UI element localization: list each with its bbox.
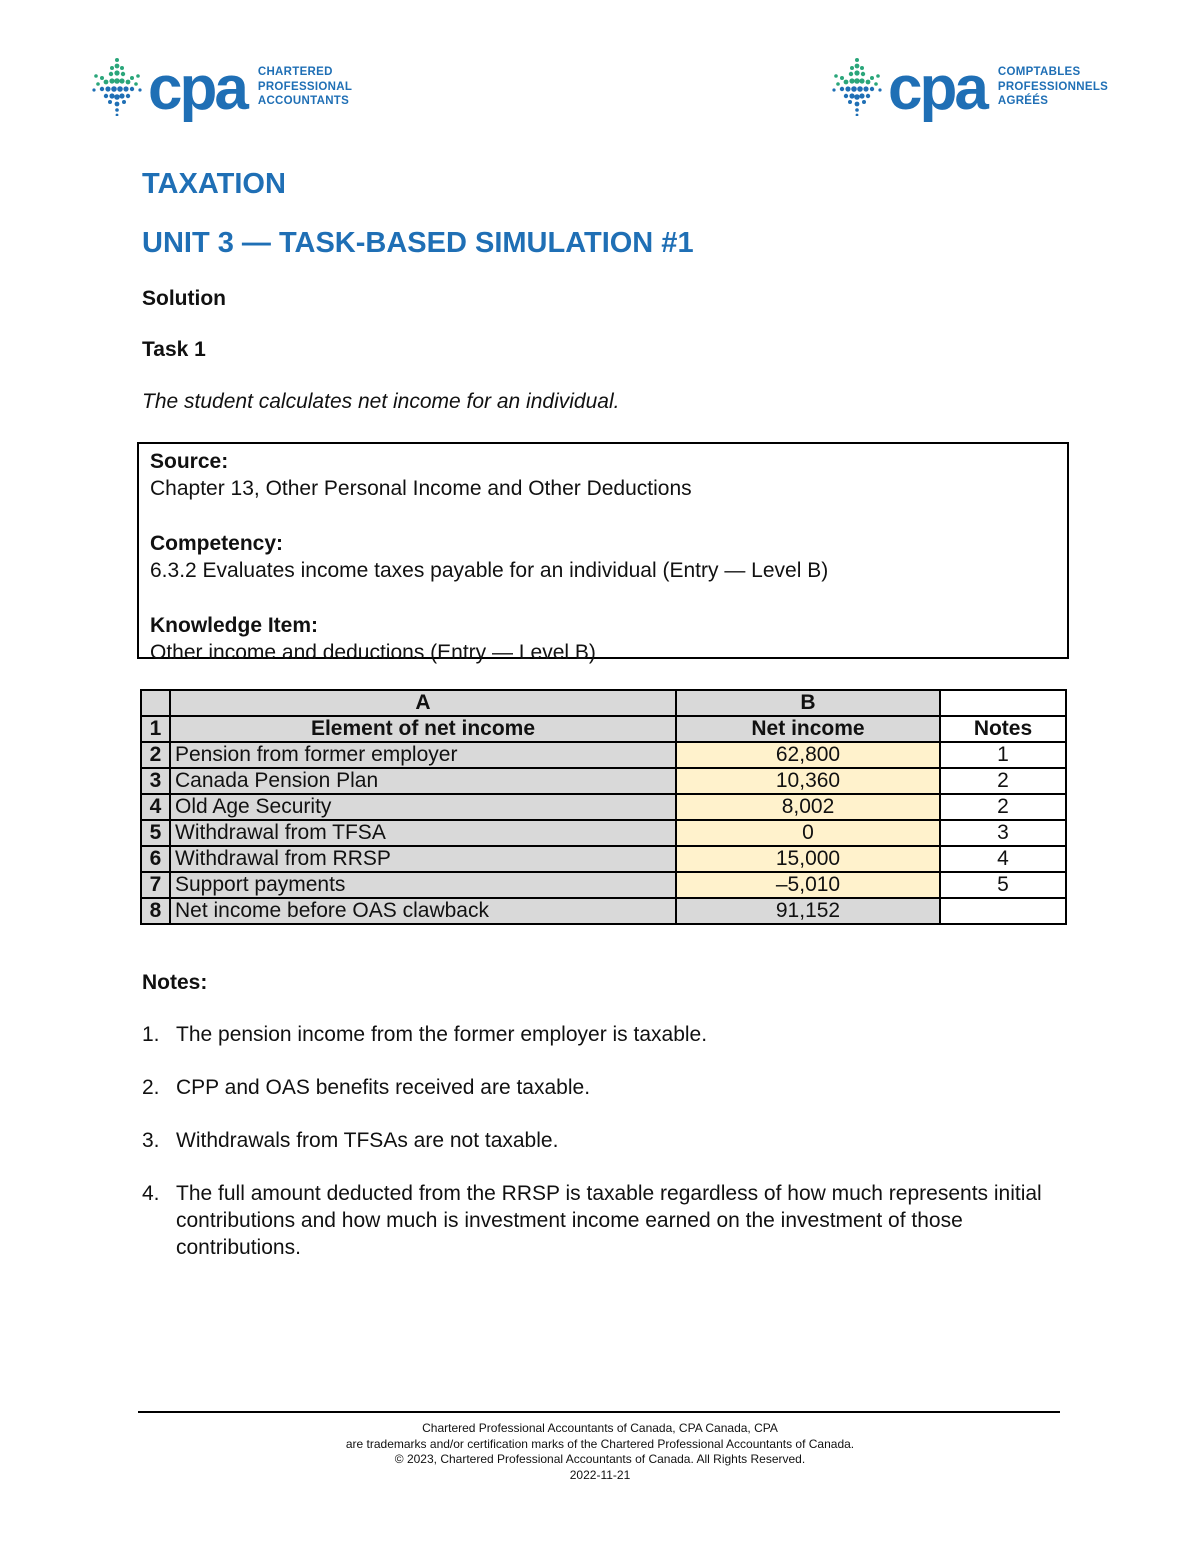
source-label: Source: [150,450,229,473]
table-row [141,846,1066,872]
row-number: 5 [141,820,170,846]
logo-tagline-english: CHARTERED PROFESSIONAL ACCOUNTANTS [257,66,353,108]
notes-cell: 3 [940,820,1066,846]
net-income-cell: 62,800 [676,742,940,768]
element-cell: Net income before OAS clawback [170,898,676,924]
net-income-cell: 10,360 [676,768,940,794]
note-text: Withdrawals from TFSAs are not taxable. [176,1129,559,1152]
element-cell: Old Age Security [170,794,676,820]
net-income-total-cell: 91,152 [676,898,940,924]
element-cell: Support payments [170,872,676,898]
row-number: 7 [141,872,170,898]
element-cell: Pension from former employer [170,742,676,768]
competency-value: 6.3.2 Evaluates income taxes payable for an individual (Entry — Level B) [150,559,829,582]
row-number: 8 [141,898,170,924]
net-income-cell: 15,000 [676,846,940,872]
maple-leaf-dots-icon [828,56,886,116]
notes-cell: 2 [940,768,1066,794]
footer-line: © 2023, Chartered Professional Accountants of Canada. All Rights Reserved. [394,1452,806,1466]
note-number: 1. [142,1023,160,1046]
subject-title: TAXATION [142,168,286,200]
task-intro: The student calculates net income for an individual. [142,390,620,413]
cpa-logo-english [88,52,353,123]
table-row [141,872,1066,898]
footer-line: are trademarks and/or certification marks of the Chartered Professional Accountants of Canada. [345,1436,855,1451]
header-row [141,716,1066,742]
column-letter-a: A [170,690,676,716]
net-income-cell: 0 [676,820,940,846]
row-number: 3 [141,768,170,794]
header-net-income: Net income [676,716,940,742]
cpa-logo-french [828,52,1109,123]
source-value: Chapter 13, Other Personal Income and Other Deductions [150,477,692,500]
notes-cell [940,898,1066,924]
note-text: The pension income from the former employer is taxable. [176,1023,708,1046]
maple-leaf-dots-icon [88,56,146,116]
total-row [141,898,1066,924]
notes-cell: 1 [940,742,1066,768]
notes-heading: Notes: [142,971,208,994]
column-letter-row [141,690,1066,716]
notes-cell: 5 [940,872,1066,898]
note-text: The full amount deducted from the RRSP is taxable regardless of how much represents initial contributions and how much is investment income earned on the investment of those contributions. [176,1182,1042,1259]
note-number: 4. [142,1182,160,1205]
solution-label: Solution [142,287,226,310]
table-row [141,820,1066,846]
knowledge-item-value: Other income and deductions (Entry — Level B) [150,641,596,664]
element-cell: Canada Pension Plan [170,768,676,794]
knowledge-item-label: Knowledge Item: [150,614,319,637]
notes-list [142,1021,1042,1287]
footer-line: Chartered Professional Accountants of Canada, CPA Canada, CPA [422,1421,778,1435]
list-item [142,1021,1042,1048]
footer [0,1421,1200,1483]
net-income-cell: 8,002 [676,794,940,820]
cpa-wordmark: cpa [888,54,986,123]
task-label: Task 1 [142,338,206,361]
cpa-wordmark: cpa [148,54,246,123]
header-element: Element of net income [170,716,676,742]
note-number: 3. [142,1129,160,1152]
column-letter-b: B [676,690,940,716]
logo-tagline-french: COMPTABLES PROFESSIONNELS AGRÉÉS [997,66,1109,108]
table-row [141,794,1066,820]
row-number: 4 [141,794,170,820]
unit-title: UNIT 3 — TASK-BASED SIMULATION #1 [142,227,694,259]
competency-label: Competency: [150,532,284,555]
row-number: 6 [141,846,170,872]
notes-cell: 4 [940,846,1066,872]
row-number: 2 [141,742,170,768]
column-letter-notes [940,690,1066,716]
footer-divider [138,1411,1060,1413]
list-item [142,1127,1042,1154]
header-notes: Notes [940,716,1066,742]
notes-cell: 2 [940,794,1066,820]
net-income-cell: –5,010 [676,872,940,898]
list-item [142,1074,1042,1101]
corner-cell [141,690,170,716]
table-row [141,742,1066,768]
element-cell: Withdrawal from RRSP [170,846,676,872]
list-item [142,1180,1042,1261]
note-number: 2. [142,1076,160,1099]
row-number: 1 [141,716,170,742]
source-competency-box [137,442,1069,664]
note-text: CPP and OAS benefits received are taxable. [176,1076,591,1099]
net-income-table [140,689,1067,925]
element-cell: Withdrawal from TFSA [170,820,676,846]
table-row [141,768,1066,794]
footer-date: 2022-11-21 [569,1467,631,1482]
